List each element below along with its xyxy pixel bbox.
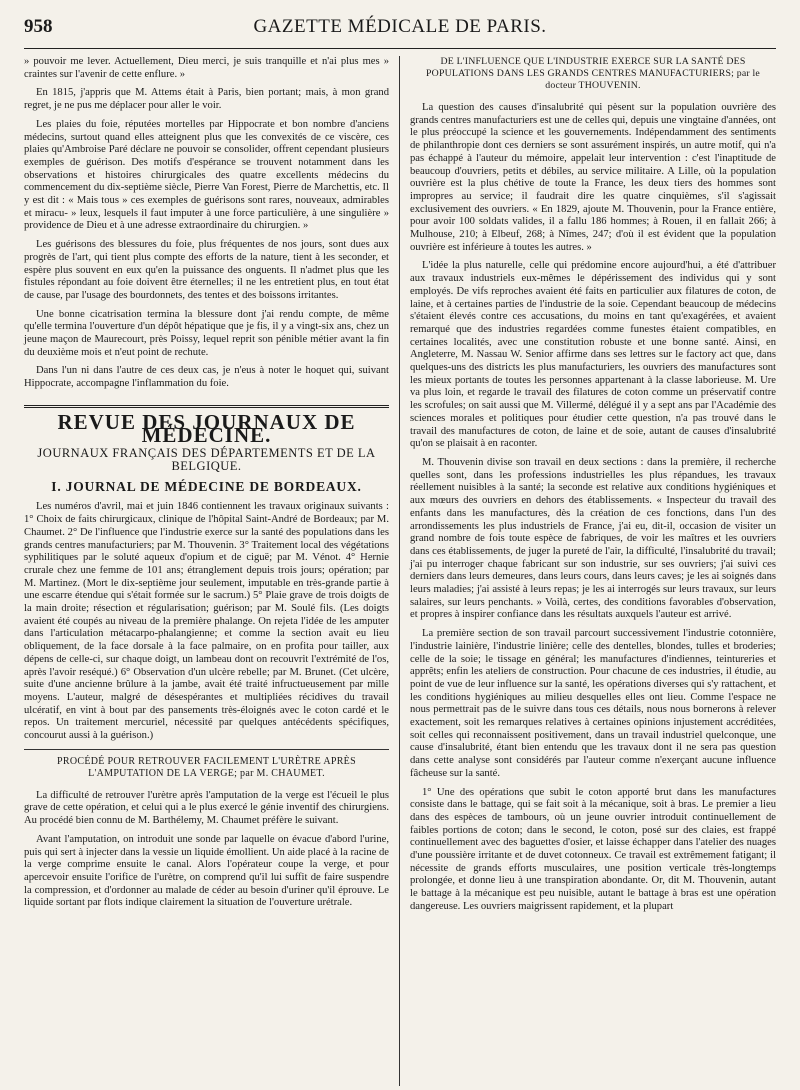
page-header (24, 10, 776, 50)
journal-title: GAZETTE MÉDICALE DE PARIS. (253, 16, 547, 37)
article-paragraph: La première section de son travail parcourt successivement l'industrie cotonnière, l'industrie lainière, l'industrie linière; celle des dentelles, blondes, tulles et broderies; celle de la soie; le tissage en général; les manufactures d'indiennes, teintureries et apprêts; enfin les ateliers de construction. Pour chacune de ces industries, il étudie, au point de vue de leur influence sur la santé, les opérations diverses qui s'y rattachent, et les conditions hygiéniques au milieu desquelles elles ont lieu. Comme l'espace ne nous permettrait pas de le suivre dans tous ces détails, nous nous bornerons à relever exactement, soit les remarques relatives à certaines opinions injustement accréditées, soit celles qui reconnaissent positivement, dans un travail industriel quelconque, une cause d'insalubrité, étant bien entendu que les travaux dont il ne sera pas question dans cette analyse sont considérés par l'auteur comme n'exerçant aucune influence fâcheuse sur la santé. (410, 628, 776, 779)
article-rule (24, 749, 389, 750)
article-paragraph: M. Thouvenin divise son travail en deux sections : dans la première, il recherche quelles sont, dans les professions industrielles les plus répandues, les travaux réellement nuisibles à la santé; la seconde est relative aux conditions hygiéniques et aux mœurs des ouvriers en dehors des établissements. « Inspecteur du travail des enfants dans les manufactures, dès la création de ces fonctions, dans l'un des arrondissements les plus industriels de France, j'ai eu, dit-il, occasion de visiter un grand nombre de fois toute espèce de fabriques, de voir les maîtres et les ouvriers dans ces établissements, de juger la pureté de l'air, la difficulté, l'insalubrité du travail; j'ai pu interroger chaque fabricant sur son industrie, sur ses ouvriers; j'ai suivi ces derniers dans leurs demeures, dans leurs cours, dans leurs caves; je les ai soignés dans leurs maladies; j'ai assisté à leurs repas; je les ai interrogés sur leurs travaux, sur leurs salaires, sur leurs penchants. » Voilà, certes, des conditions favorables d'observation, et propres à inspirer confiance dans les résultats auxquels l'auteur est arrivé. (410, 456, 776, 621)
article-paragraph: La question des causes d'insalubrité qui pèsent sur la population ouvrière des grands centres manufacturiers est une de celles qui, depuis une vingtaine d'années, ont le plus préoccupé la science et les gouvernements. Indépendamment des sentiments de philanthropie dont ces derniers se sont assurément inspirés, un autre motif, qui n'a pas échappé à l'auteur du mémoire, appelait leur intervention : c'est l'inaptitude de beaucoup d'ouvriers, petits et débiles, au service militaire. A Lille, où la population ouvrière est la plus chétive de toute la France, les deux tiers des hommes sont impropres au service; il faudrait dire les quatre cinquièmes, s'il s'agissait exclusivement des ouvriers. « En 1829, ajoute M. Thouvenin, pour la France entière, pour avoir 100 soldats valides, il a fallu 186 hommes; à Rouen, il en fallait 266; à Mulhouse, 210; à Elbeuf, 268; à Nîmes, 247; d'où il est évident que la population ouvrière est inférieure à toutes les autres. » (410, 102, 776, 253)
intro-paragraph: Dans l'un ni dans l'autre de ces deux cas, je n'eus à noter le hoquet qui, suivant Hippocrate, accompagne l'inflammation du foie. (24, 365, 389, 390)
article-heading: PROCÉDÉ POUR RETROUVER FACILEMENT L'URÈTRE APRÈS L'AMPUTATION DE LA VERGE; par M. CHAUMET. (57, 755, 356, 779)
section-rule (24, 405, 389, 408)
article-paragraph: La difficulté de retrouver l'urètre après l'amputation de la verge est l'écueil le plus grave de cette opération, et celui qui a le plus exercé le génie inventif des chirurgiens. Au procédé bien connu de M. Barthélemy, M. Chaumet préfère le suivant. (24, 789, 389, 827)
intro-paragraph: » pouvoir me lever. Actuellement, Dieu merci, je suis tranquille et n'ai plus mes » craintes sur l'avenir de cette enflure. » (24, 56, 389, 80)
article-paragraph: L'idée la plus naturelle, celle qui prédomine encore aujourd'hui, a été d'attribuer aux travaux industriels eux-mêmes le dépérissement des individus qui y sont employés. De vifs reproches avaient été faits en particulier aux filatures de coton, de laine, et à certaines parties de l'industrie de la soie. Cependant beaucoup de médecins s'étaient élevés contre ces accusations, du moins en tant qu'exagérées, et avaient remarqué que des industries regardées comme funestes étaient compatibles, en certaines localités, avec une constitution robuste et une bonne santé. Ainsi, en Angleterre, M. Nassau W. Senior affirme dans ses lettres sur le factory act que, dans quelques-uns des districts les plus manufacturiers, les ouvriers des manufactures sont les mieux portants de toutes les personnes appartenant à la classe laborieuse. M. Ure va plus loin, et regarde le travail des filatures de coton comme un préservatif contre les scrofules; on sait aussi que M. Villermé, délégué il y a sept ans par l'Académie des sciences morales et politiques pour étudier cette question, n'a pas trouvé dans le travail des manufactures de coton, de laine et de soie, autant de causes d'insalubrité qu'on se plaisait à en raconter. (410, 260, 776, 450)
intro-paragraph: Les guérisons des blessures du foie, plus fréquentes de nos jours, sont dues aux progrès de l'art, qui tient plus compte des efforts de la nature, tient à les seconder, et espère plus souvent en eux qu'en la puissance des onguents. Il n'admet plus que les fistules répondant au foie doivent être éternelles; il ne les entretient plus, en tout état de cause, par l'usage des bourdonnets, des tentes et des boissons irritantes. (24, 239, 389, 301)
article-heading-right: DE L'INFLUENCE QUE L'INDUSTRIE EXERCE SUR LA SANTÉ DES POPULATIONS DANS LES GRANDS CENTRES MANUFACTURIERS; par le docteur THOUVENIN. (426, 56, 760, 91)
column-divider (399, 56, 400, 1086)
review-paragraph: Les numéros d'avril, mai et juin 1846 contiennent les travaux originaux suivants : 1° Choix de faits chirurgicaux, clinique de l'hôpital Saint-André de Bordeaux; par M. Chaumet. 2° De l'influence que l'industrie exerce sur la santé des populations dans les grands centres manufacturiers; par M. Thouvenin. 3° Traitement local des végétations syphilitiques par le soluté aqueux d'opium et de ciguë; par M. Vénot. 4° Hernie crurale chez une femme de 101 ans; étranglement depuis trois jours; opération; par M. Martinez. (Mort le dix-septième jour seulement, imputable en très-grande partie à une escarre étendue qui s'était formée sur le sacrum.) 5° Plaie grave de trois doigts de la main droite; résection et régularisation; guérison; par M. Soulé fils. (Les doigts avaient été coupés au niveau de la première phalange. On rejeta l'idée de les amputer dans l'articulation métacarpo-phalangienne; et comme la section avait eu lieu obliquement, de la face dorsale à la face palmaire, on en profita pour tailler, aux dépens de celle-ci, sur chaque doigt, un lambeau dont on recouvrit l'extrémité de l'os, après l'avoir reséqué.) 6° Observation d'un ulcère rebelle; par M. Brunet. (Cet ulcère, suite d'une ancienne brûlure à la jambe, avait été traité infructueusement par mille moyens. L'auteur, malgré de désespérantes et multipliées récidives du travail ulcératif, en vint à bout par des pansements très-éloignés avec le coton cardé et le repos. Un traitement mercuriel, nécessité par quelques antécédents spécifiques, concourut aussi à la guérison.) (24, 501, 389, 742)
left-column (24, 56, 389, 916)
right-column (410, 56, 776, 920)
article-paragraph: 1° Une des opérations que subit le coton apporté brut dans les manufactures consiste dans le battage, qui se fait soit à la mécanique, soit à bras. Le premier a lieu dans des espèces de tambours, où un jeune ouvrier introduit continuellement de faibles portions de coton; dans le second, le coton, posé sur des claies, est frappé continuellement avec des baguettes d'osier, et laisse échapper dans l'atelier des nuages d'une poussière irritante et de duvet cotonneux. Ce travail est extrêmement fatigant; il nécessite de grands efforts musculaires, une position verticale très-longtemps prolongée, et donne lieu à une transpiration abondante. Or, dit M. Thouvenin, autant le battage à la mécanique est peu nuisible, autant le battage à bras est une opération dangereuse. Les ouvriers maigrissent rapidement, et la plupart (410, 786, 776, 912)
article-paragraph: Avant l'amputation, on introduit une sonde par laquelle on évacue d'abord l'urine, puis qui sert à injecter dans la vessie un liquide émollient. Un aide placé à la racine de la verge comprime ensuite le canal. Alors l'opérateur coupe la verge, et pour apercevoir ensuite l'orifice de l'urètre, on comprend qu'il lui suffit de faire suspendre la compression, et d'ordonner au malade de céder au besoin d'uriner qu'il éprouve. Le liquide sortant par flots indique clairement la situation de l'ouverture urétrale. (24, 833, 389, 909)
header-rule (24, 48, 776, 49)
subsection-title: JOURNAUX FRANÇAIS DES DÉPARTEMENTS ET DE LA BELGIQUE. (37, 446, 376, 473)
section-title: REVUE DES JOURNAUX DE MÉDECINE. (57, 409, 356, 447)
intro-paragraph: Les plaies du foie, réputées mortelles par Hippocrate et bon nombre d'anciens médecins, surtout quand elles atteignent plus que les convexités de ce viscère, ces plaies qu'Ambroise Paré déclare ne pouvoir se consolider, offrent cependant plusieurs exemples de guérison. Des motifs d'espérance se trouvent notamment dans les observations et histoires chirurgicales des quatre excellents médecins du commencement du dix-septième siècle, Pierre Van Forest, Pierre de Marchettis, etc. Il y est dit : « Mais tous » ces exemples de guérisons sont rares, nouveaux, admirables et miracu- » leux, lesquels il faut imputer à une force particulière, à une singulière » providence de Dieu et à une adresse extraordinaire du chirurgien. » (24, 118, 389, 232)
intro-paragraph: En 1815, j'appris que M. Attems était à Paris, bien portant; mais, à mon grand regret, je ne pus me déplacer pour aller le voir. (24, 87, 389, 112)
page-number: 958 (24, 16, 53, 37)
journal-heading: I. JOURNAL DE MÉDECINE DE BORDEAUX. (51, 478, 362, 494)
intro-paragraph: Une bonne cicatrisation termina la blessure dont j'ai rendu compte, de même qu'elle termina l'ouverture d'un dépôt hépatique que je fis, il y a vingt-six ans, chez un jeune maçon de Maurecourt, près Poissy, lequel reprit son pénible métier avant la fin du deuxième mois et n'eut point de rechute. (24, 308, 389, 358)
